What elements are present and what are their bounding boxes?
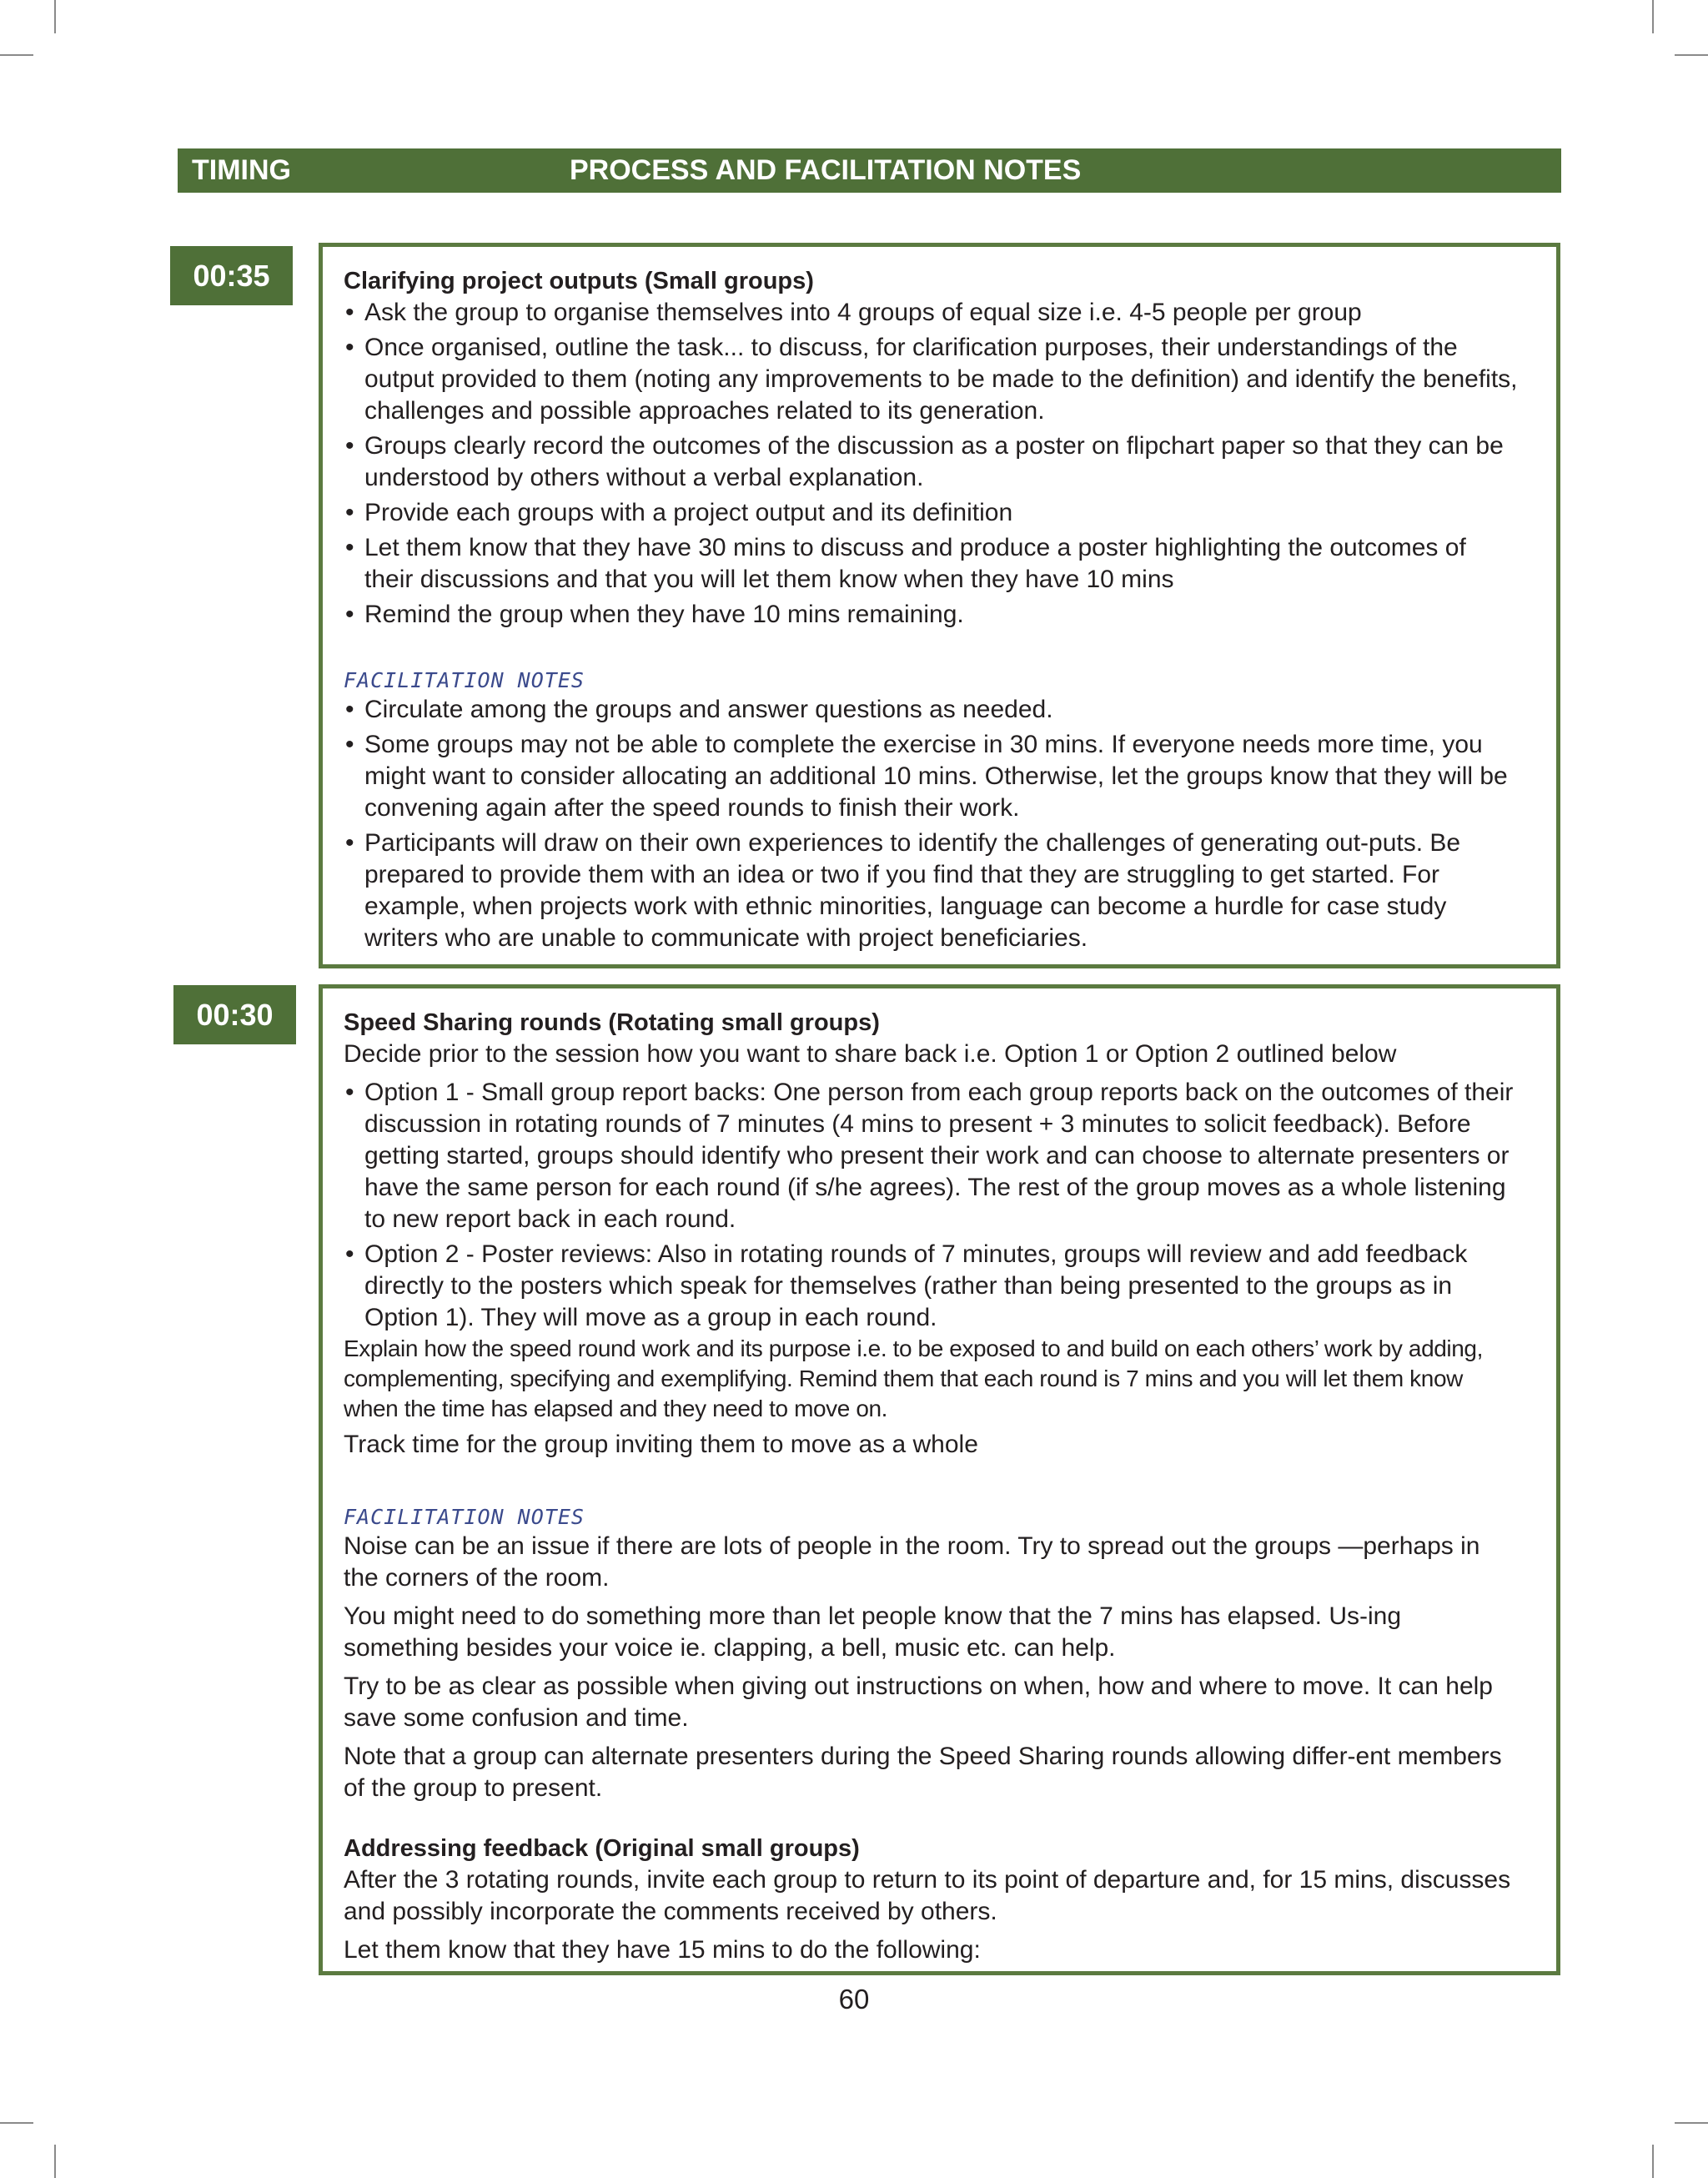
section-clarifying-outputs (319, 243, 1560, 968)
list-item: • Remind the group when they have 10 mins remaining. (344, 599, 1519, 631)
facilitation-notes-label: FACILITATION NOTES (344, 1505, 585, 1529)
facilitation-paragraph: Try to be as clear as possible when giving out instructions on when, how and where to move. It can help save some confusion and time. (344, 1672, 1493, 1732)
crop-mark (0, 54, 33, 56)
time-badge: 00:30 (173, 985, 296, 1044)
facilitation-paragraph: You might need to do something more than let people know that the 7 mins has elapsed. Us-ing something besides your voice ie. clapping, a bell, music etc. can help. (344, 1602, 1402, 1662)
list-item: • Option 1 - Small group report backs: One person from each group reports back on the outcomes of their discussion in rotating rounds of 7 minutes (4 mins to present + 3 minutes to solicit feedback). Before getting started, groups should identify who present their work and can choose to alternate presenters or have the same person for each round (if s/he agrees). The rest of the group moves as a whole listening to new report back in each round. (344, 1077, 1519, 1235)
list-item: • Participants will draw on their own experiences to identify the challenges of generating out-puts. Be prepared to provide them with an idea or two if you find that they are struggling to get started. For example, when projects work with ethnic minorities, language can become a hurdle for case study writers who are unable to communicate with project beneficiaries. (344, 827, 1519, 954)
list-item: • Provide each groups with a project output and its definition (344, 497, 1519, 529)
intro-paragraph: Decide prior to the session how you want to share back i.e. Option 1 or Option 2 outlined below (344, 1040, 1397, 1068)
crop-mark (1652, 0, 1654, 33)
table-header-bar (178, 148, 1561, 193)
crop-mark (1652, 2145, 1654, 2178)
closing-paragraph: Let them know that they have 15 mins to do the following: (344, 1936, 981, 1964)
facilitation-paragraph: Noise can be an issue if there are lots of people in the room. Try to spread out the groups —perhaps in the corners of the room. (344, 1532, 1480, 1592)
section-title: Clarifying project outputs (Small groups) (344, 268, 814, 294)
list-item: • Some groups may not be able to complete the exercise in 30 mins. If everyone needs more time, you might want to consider allocating an additional 10 mins. Otherwise, let the groups know that they will be convening again after the speed rounds to finish their work. (344, 729, 1519, 824)
crop-mark (0, 2122, 33, 2124)
list-item: • Once organised, outline the task... to discuss, for clarification purposes, their understandings of the output provided to them (noting any improvements to be made to the definition) and identify the benefits, challenges and possible approaches related to its generation. (344, 332, 1519, 427)
list-item: • Circulate among the groups and answer questions as needed. (344, 694, 1519, 726)
explain-paragraph: Explain how the speed round work and its purpose i.e. to be exposed to and build on each others’ work by adding, complementing, specifying and exemplifying. Remind them that each round is 7 mins and you will let them know when the time has elapsed and they need to move on. (344, 1335, 1483, 1421)
list-item: • Option 2 - Poster reviews: Also in rotating rounds of 7 minutes, groups will review and add feedback directly to the posters which speak for themselves (rather than being presented to the groups as in Option 1). They will move as a group in each round. (344, 1239, 1519, 1334)
timing-column-label: TIMING (192, 154, 291, 186)
list-item: • Groups clearly record the outcomes of the discussion as a poster on flipchart paper so that they can be understood by others without a verbal explanation. (344, 430, 1519, 494)
notes-column-label: PROCESS AND FACILITATION NOTES (570, 154, 1082, 186)
closing-paragraph: After the 3 rotating rounds, invite each group to return to its point of departure and, for 15 mins, discusses and possibly incorporate the comments received by others. (344, 1866, 1511, 1925)
time-badge: 00:35 (170, 246, 293, 305)
section-title: Speed Sharing rounds (Rotating small groups) (344, 1009, 880, 1036)
facilitation-paragraph: Note that a group can alternate presenters during the Speed Sharing rounds allowing differ-ent members of the group to present. (344, 1743, 1502, 1802)
subsection-title: Addressing feedback (Original small groups) (344, 1835, 860, 1862)
list-item: • Let them know that they have 30 mins to discuss and produce a poster highlighting the outcomes of their discussions and that you will let them know when they have 10 mins (344, 532, 1519, 596)
track-paragraph: Track time for the group inviting them to move as a whole (344, 1431, 978, 1458)
list-item: • Ask the group to organise themselves into 4 groups of equal size i.e. 4-5 people per group (344, 297, 1519, 329)
section-speed-sharing (319, 984, 1560, 1975)
crop-mark (54, 0, 56, 33)
page-number: 60 (838, 1984, 870, 2015)
crop-mark (1675, 2122, 1708, 2124)
crop-mark (54, 2145, 56, 2178)
facilitation-notes-label: FACILITATION NOTES (344, 668, 585, 692)
crop-mark (1675, 54, 1708, 56)
